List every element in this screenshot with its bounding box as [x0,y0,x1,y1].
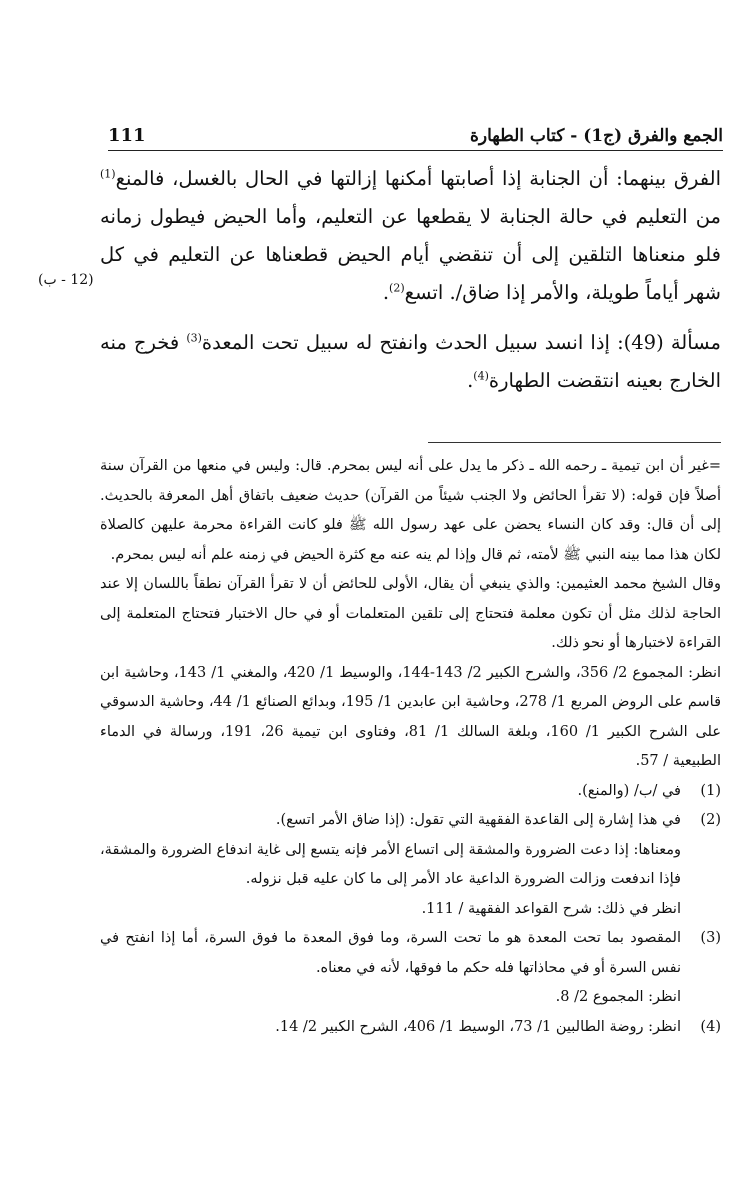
main-paragraph [100,160,721,312]
para1-text-rest: من التعليم في حالة الجنابة لا يقطعها عن التعليم، وأما الحيض فيطول زمانه فلو منعناها التلقين إلى أن تنقضي أيام الحيض قطعناها عن التعليم في كل شهر أياماً طويلة، والأمر إذا ضاق/. اتسع [100,205,721,304]
margin-folio-note: (12 - ب) [38,272,94,288]
footnote-separator [428,442,721,443]
footnote-text: انظر: روضة الطالبين 1/ 73، الوسيط 1/ 406، الشرح الكبير 2/ 14. [275,1018,681,1035]
footnote-ref-4[interactable]: (4) [473,369,489,383]
footnote-ref-2[interactable]: (2) [389,281,405,295]
para1-text-start: الفرق بينهما: أن الجنابة إذا أصابتها أمكنها إزالتها في الحال بالغسل، فالمنع [115,167,721,190]
footnote-continuation-2: وقال الشيخ محمد العثيمين: والذي ينبغي أن يقال، الأولى للحائض أن لا تقرأ القرآن نطقاً باللسان إلا عند الحاجة لذلك مثل أن تكون معلمة فتحتاج إلى تلقين المتعلمات أو في حال الاختبار فتحتاج المتعلمة إلى القراءة لاختبارها أو نحو ذلك. [100,576,721,651]
footnote-text: في هذا إشارة إلى القاعدة الفقهية التي تقول: (إذا ضاق الأمر اتسع). [275,812,681,828]
header-title: الجمع والفرق (ج1) - كتاب الطهارة [470,126,723,146]
footnote-continuation-1: =غير أن ابن تيمية ـ رحمه الله ـ ذكر ما يدل على أنه ليس بمحرم. قال: وليس في منعها من القرآن سنة أصلاً فإن قوله: (لا تقرأ الحائض ولا الجنب شيئاً من القرآن) حديث ضعيف باتفاق أهل المعرفة بالحديث. إلى أن قال: وقد كان النساء يحضن على عهد رسول الله ﷺ فلو كانت القراءة محرمة عليهن كالصلاة لكان هذا مما بينه النبي ﷺ لأمته، ثم قال وإذا لم ينه عنه مع كثرة الحيض في زمنه علم أنه ليس بمحرم. [100,458,721,563]
page-number: 111 [108,125,146,146]
question-label: مسألة (49) [623,331,721,354]
footnote-text: انظر في ذلك: شرح القواعد الفقهية / 111. [421,900,681,917]
footnote-text: ومعناها: إذا دعت الضرورة والمشقة إلى اتساع الأمر فإنه يتسع إلى غاية اندفاع الضرورة والمشقة، فإذا اندفعت وزالت الضرورة الداعية عاد الأمر إلى ما كان عليه قبل نزوله. [100,841,681,887]
question-paragraph [100,324,721,400]
footnote-number: (3) [700,930,721,946]
footnote-4 [100,1013,721,1043]
footnote-2 [100,806,721,924]
footnote-text: المقصود بما تحت المعدة هو ما تحت السرة، وما فوق المعدة ما فوق السرة، أما إذا انفتح في نفس السرة أو في محاذاتها فله حكم ما فوقها، لأنه في معناه. [100,930,681,976]
running-header [108,112,723,151]
footnote-number: (4) [700,1018,721,1035]
footnote-text: انظر: المجموع 2/ 8. [555,989,681,1005]
question-end: . [467,369,474,392]
footnote-text: في /ب/ (والمنع). [577,782,681,799]
footnote-1 [100,777,721,807]
footnote-continuation-3: انظر: المجموع 2/ 356، والشرح الكبير 2/ 143-144، والوسيط 1/ 420، والمغني 1/ 143، وحاشية ابن قاسم على الروض المربع 1/ 278، وحاشية ابن عابدين 1/ 195، وبدائع الصنائع 1/ 44، وحاشية الدسوقي على الشرح الكبير 1/ 160، وبلغة السالك 1/ 81، وفتاوى ابن تيمية 26، 191، ورسالة في الدماء الطبيعية / 57. [100,664,722,769]
para1-end: . [382,281,390,304]
footnote-body [100,806,681,924]
footnote-3 [100,924,721,1013]
main-text [100,160,721,400]
footnote-body [100,777,681,807]
footnote-number: (2) [700,812,721,828]
footnote-ref-3[interactable]: (3) [186,331,202,345]
question-text-start: : إذا انسد سبيل الحدث وانفتح له سبيل تحت المعدة [201,331,624,354]
footnote-number: (1) [700,782,721,799]
question-text-rest: فخرج منه الخارج بعينه انتقضت الطهارة [100,331,721,392]
footnote-ref-1[interactable]: (1) [100,167,116,181]
footnote-body [100,1013,681,1043]
footnotes [100,452,721,1042]
footnote-body [100,924,681,1013]
